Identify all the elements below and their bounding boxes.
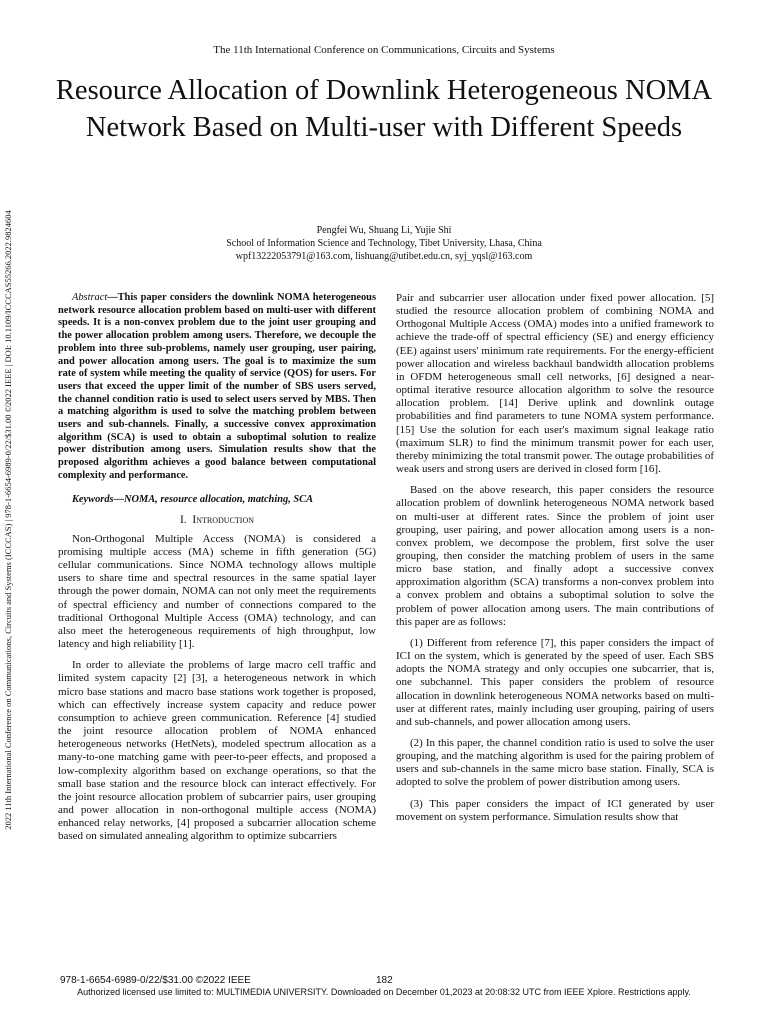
- abstract-text: This paper considers the downlink NOMA heterogeneous network resource allocation problem based on multi-user with different speeds. It is a non-convex problem due to the joint user grouping and the power allocation problem among users. Therefore, we decouple the problem into three sub-problems, namely user grouping, user pairing, and power allocation among users. The goal is to maximize the sum rate of system while meeting the quality of service (QOS) for users. For users that exceed the upper limit of the number of SBS users served, the channel condition ratio is used to select users served by MBS. Then a matching algorithm is used to solve the matching problem between users and sub-channels. Finally, a successive convex approximation algorithm (SCA) is used to obtain a suboptimal solution to realize power distribution among users. Simulation results show that the proposed algorithm achieves a good balance between computational complexity and performance.: [58, 292, 376, 481]
- conference-header: The 11th International Conference on Communications, Circuits and Systems: [213, 44, 555, 56]
- contribution-2: (2) In this paper, the channel condition ratio is used to solve the user grouping, and the matching algorithm is used for the pairing problem of users and sub-channels in the same micro base station. Finally, SCA is adopted to solve the problem of power distribution among users.: [396, 737, 714, 789]
- contribution-3: (3) This paper considers the impact of ICI generated by user movement on system performance. Simulation results show that: [396, 797, 714, 823]
- right-column: [396, 292, 714, 832]
- license-notice: Authorized licensed use limited to: MULTIMEDIA UNIVERSITY. Downloaded on December 01,2023 at 20:08:32 UTC from IEEE Xplore. Restrictions apply.: [77, 987, 691, 997]
- author-names: Pengfei Wu, Shuang Li, Yujie Shi: [316, 225, 452, 236]
- footer-isbn: 978-1-6654-6989-0/22/$31.00 ©2022 IEEE: [60, 975, 251, 986]
- section-numeral: I.: [179, 513, 187, 526]
- left-column: [58, 292, 376, 851]
- author-emails: wpf13222053791@163.com, lishuang@utibet.edu.cn, syj_yqsl@163.com: [235, 251, 533, 262]
- keywords: Keywords—NOMA, resource allocation, matching, SCA: [72, 493, 314, 505]
- body-paragraph-1: Pair and subcarrier user allocation under fixed power allocation. [5] studied the resource allocation problem of combining NOMA and Orthogonal Multiple Access (OMA) modes into a unified framework to achieve the trade-off of spectral efficiency (SE) and energy efficiency (EE) against users' minimum rate requirements. For the energy-efficient power allocation and wireless backhaul bandwidth allocation problems in OFDM heterogeneous small cell networks, [6] designed a near-optimal iterative resource allocation algorithm to solve the resource allocation problem. [14] Derive uplink and downlink outage probabilities and find parameters to tune NOMA system performance. [15] Use the solution for each user's maximum signal leakage ratio (maximum SLR) to find the minimum transmit power for each user, thereby minimizing the total transmit power. The outage probabilities of weak users and strong users are derived in closed form [16].: [396, 292, 714, 476]
- author-block: [0, 224, 768, 263]
- section-heading-introduction: [58, 514, 376, 527]
- author-affiliation: School of Information Science and Technology, Tibet University, Lhasa, China: [226, 238, 542, 249]
- body-paragraph-2: Based on the above research, this paper considers the resource allocation problem of downlink heterogeneous NOMA network based on multi-user at different rates. Since the problem of joint user grouping, user pairing, and power allocation among users is a non-convex problem, we decompose the problem, first solve the user grouping, then consider the matching problem of users in the same micro base station, and finally adopt a successive convex approximation algorithm (SCA) transforms a non-convex problem into a convex problem and obtains a suboptimal solution to solve the problem of power allocation among users. The main contributions of this paper are as follows:: [396, 484, 714, 628]
- contribution-1: (1) Different from reference [7], this paper considers the impact of ICI on the system, which is generated by the speed of user. Each SBS adopts the NOMA strategy and only occupies one subcarrier, that is, one subchannel. This paper considers the problem of resource allocation in downlink heterogeneous NOMA networks based on multi-user at different rates, mainly including user grouping, pairing of users and sub-channels, and power allocation among users.: [396, 636, 714, 728]
- abstract-label: Abstract: [72, 292, 108, 303]
- paper-title: Resource Allocation of Downlink Heterogeneous NOMA Network Based on Multi-user with Different Speeds: [55, 75, 713, 143]
- abstract-dash: —: [107, 292, 118, 303]
- side-doi-text: 2022 11th International Conference on Communications, Circuits and Systems (ICCCAS) | 978-1-6654-6989-0/22/$31.00 ©2022 IEEE | DOI: 10.1109/ICCCAS55266.2022.9824604: [3, 210, 13, 830]
- abstract: [58, 292, 376, 483]
- section-title: Introduction: [192, 513, 255, 526]
- page-number: 182: [376, 975, 393, 986]
- intro-paragraph-1: Non-Orthogonal Multiple Access (NOMA) is considered a promising multiple access (MA) scheme in fifth generation (5G) cellular communications. Since NOMA technology allows multiple users to share time and spectral resources in the same spatial layer through the power domain, NOMA can not only meet the requirements of spectral efficiency and number of connections compared to the traditional Orthogonal Multiple Access (OMA) technology, and can also meet the heterogeneous requirements of high throughput, low latency and high reliability [1].: [58, 532, 376, 651]
- intro-paragraph-2: In order to alleviate the problems of large macro cell traffic and limited system capacity [2] [3], a heterogeneous network in which micro base stations and macro base stations work together is proposed, which can effectively increase system capacity and reduce power consumption to achieve green communication. Reference [4] studied the joint resource allocation problem of NOMA enhanced heterogeneous networks (HetNets), modeled spectrum allocation as a many-to-one matching game with peer-to-peer effects, and proposed a low-complexity algorithm based on exchange operations, so that the small base station and the resource block can interact effectively. For the joint resource allocation problem of subcarrier pairs, user grouping and power allocation in non-orthogonal multiple access (NOMA) enhanced relay networks, [4] proposed a subcarrier allocation scheme based on simulated annealing algorithm to optimize subcarriers: [58, 659, 376, 843]
